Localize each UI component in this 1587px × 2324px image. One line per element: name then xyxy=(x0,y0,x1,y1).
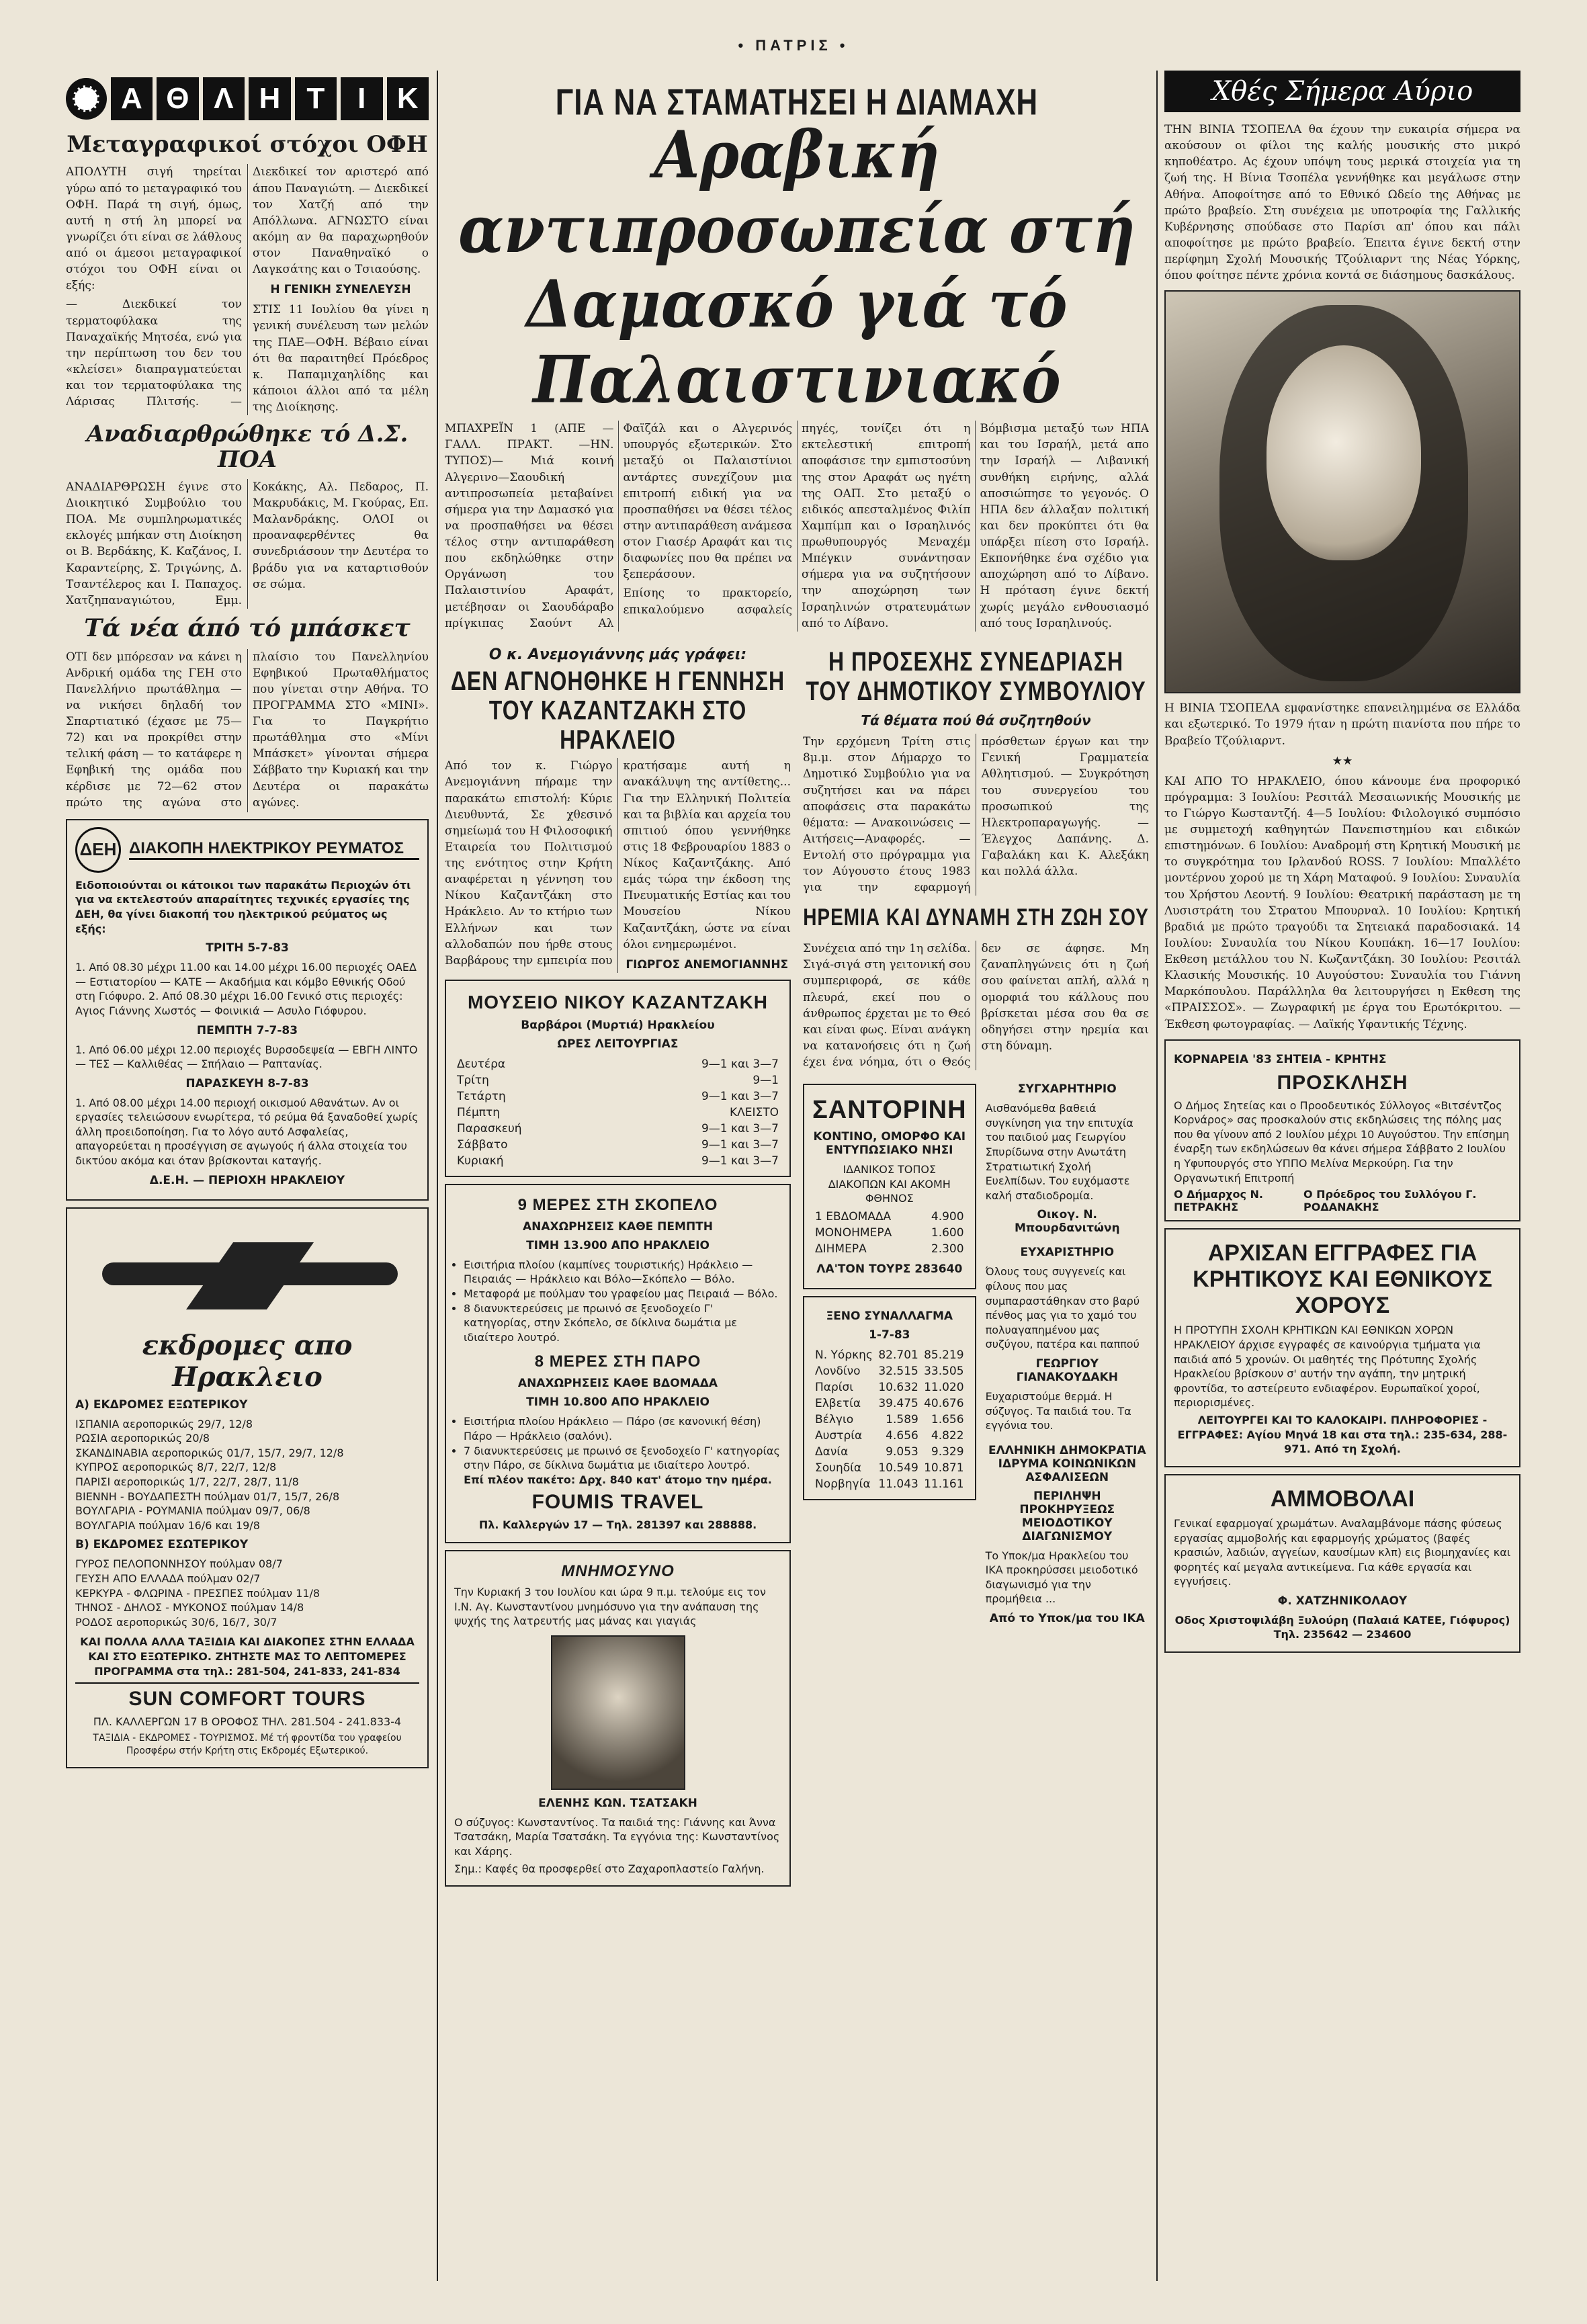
article-poa xyxy=(66,479,429,609)
headline-calm: ΗΡΕΜΙΑ ΚΑΙ ΔΥΝΑΜΗ ΣΤΗ ΖΩΗ ΣΟΥ xyxy=(803,904,1149,931)
fx-row xyxy=(812,1412,967,1428)
price-row-cell: ΜΟΝΟΗΜΕΡΑ xyxy=(815,1225,892,1240)
travel-item: • Εισιτήρια πλοίου Ηράκλειο — Πάρο (σε κανονική θέση) Πάρο — Ηράκλειο (σαλόνι). xyxy=(464,1414,781,1443)
tour-item: ΤΗΝΟΣ - ΔΗΛΟΣ - ΜΥΚΟΝΟΣ πούλμαν 14/8 xyxy=(75,1601,304,1615)
paragraph: ΟΤΙ δεν μπόρεσαν να κάνει η Ανδρική ομάδα της ΓΕΗ στο Πανελλήνιο πρωτάθλημα — να νικήσει δηλαδή τον Σπαρτιατικό (έχασε με 75—72) και να προκρίθει στην τελική φάση — το κατάφερε η Εφηβική της ομάδα που κέρδισε με 72—62 στον πρώτο της αγώνα στο πλαίσιο του Πανελληνίου Εφηβικού Πρωταθλήματος που γίνεται στην Αθήνα. ΤΟ ΠΡΟΓΡΑΜΜΑ ΣΤΟ «ΜΙΝΙ». Για το Παγκρήτιο πρωτάθλημα στο «Μίνι Μπάσκετ» γίνονται σήμερα Σάββατο την Κυριακή και την Δευτέρα οι παρακάτω αγώνες. xyxy=(66,650,429,810)
masthead: • ΠΑΤΡΙΣ • xyxy=(738,37,849,54)
signature: ΓΙΩΡΓΟΣ ΑΝΕΜΟΓΙΑΝΝΗΣ xyxy=(626,957,789,972)
price-row xyxy=(812,1209,967,1225)
article-calm xyxy=(803,941,1149,1070)
museum-hours-table xyxy=(454,1056,781,1169)
fx-date: 1-7-83 xyxy=(869,1328,910,1342)
header-letter: Τ xyxy=(295,77,337,120)
article-ofi xyxy=(66,164,429,415)
tour-item: ΡΩΣΙΑ αεροπορικώς 20/8 xyxy=(75,1432,210,1445)
fx-row-cell: 39.475 xyxy=(878,1396,918,1410)
memorial-foot: Σημ.: Καφές θα προσφερθεί στο Ζαχαροπλαστείο Γαλήνη. xyxy=(454,1862,765,1875)
paragraph: ΤΗΝ ΒΙΝΙΑ ΤΣΟΠΕΛΑ θα έχουν την ευκαιρία σήμερα να ακούσουν οι φίλοι της καλής μουσικής στο μικρό κηποθέατρο. Ας έχουν υπόψη τους μερικά στοιχεία για τη ζωή της. Η Βίνια Τσοπέλα γεννήθηκε και μεγάλωσε στην Αθήνα. Αποφοίτησε από το Εθνικό Ωδείο της Αθήνας με πρώτο βραβείο. Στη συνέχεια με υποτροφία της Γαλλικής Κυβέρνησης σπούδασε στο Παρίσι απ' όπου και πάλι αποφοίτησε με πρώτο βραβείο. Έπειτα έγινε δεκτή στην περίφημη Σχολή Μουσικής Τζούλιαρντ της Νέας Υόρκης, όπου φοίτησε πέντε χρόνια κοντά σε διάσημους δασκάλους. xyxy=(1164,123,1520,283)
tour-item: ΡΟΔΟΣ αεροπορικώς 30/6, 16/7, 30/7 xyxy=(75,1615,277,1629)
fx-row-cell: 40.676 xyxy=(924,1396,964,1410)
dei-text: 1. Από 08.30 μέχρι 11.00 και 14.00 μέχρι 16.00 περιοχές ΟΑΕΔ — Εστιατορίου — ΚΑΤΕ — Ακαδήμια και κόμβο Εθνικής Οδού στη Γιόφυρο. 2. Από 08.30 μέχρι 16.00 Γενικό στις περιοχές: Αγιος Γιάννης Χωστός — Φοινικιά — Ασυλο Γιόφυρου. xyxy=(75,961,417,1017)
dei-text: 1. Από 08.00 μέχρι 14.00 περιοχή οικισμού Αθανάτων. Αν οι εργασίες τελειώσουν ενωρίτερα, τό ρεύμα θά ξαναδοθεί χωρίς άλλη προειδοποίηση. Για το λόγο αυτό Ασφαλείας, απαγορεύεται η προσέγγιση σε αγωγούς ή άλλα στοιχεία του δικτύου ακόμα και όταν βρίσκονται καταγής. xyxy=(75,1096,419,1168)
fx-row-cell: Παρίσι xyxy=(815,1380,854,1394)
hours-row-cell: Πέμπτη xyxy=(457,1105,501,1119)
hours-row xyxy=(454,1088,781,1105)
fx-row-cell: 9.053 xyxy=(886,1445,918,1459)
santorini-title: ΣΑΝΤΟΡΙΝΗ xyxy=(812,1096,967,1125)
fx-row-cell: 1.589 xyxy=(886,1412,918,1426)
sports-section-header xyxy=(66,77,429,120)
museum-ad xyxy=(445,980,791,1177)
paragraph: ΚΑΙ ΑΠΟ ΤΟ ΗΡΑΚΛΕΙΟ, όπου κάνουμε ένα προφορικό πρόγραμμα: 3 Ιουλίου: Ρεσιτάλ Μεσαιωνικής Μουσικής με το Γιώργο Κωσταντζή. 4—5 Ιουλίου: Φιλολογικό συμπόσιο με συμμετοχή καθηγητών Πανεπιστημίου και ειδικών επιστημόνων. 6 Ιουλίου: Αναδρομή στη Κρητική Μουσική με το συγκρότημα του Ιρλανδού ROSS. 7 Ιουλίου: Μπαλλέτο μοντέρνου χορού με τη Χάρη Ματαφού. 9 Ιουλίου: Συναυλία του Χρήστου Λεοντή. 9 Ιουλίου: Θεατρική παράσταση με τη Λυσιστράτη του Στρατου Μπουρναλ. 10 Ιουλίου: Κρητική βραδιά με πρώτο τραγούδι τα Σητειακά παραδοσιακά. 14 Ιουλίου: Συναυλία του Νίκου Κουπάκη. 16—17 Ιουλίου: Εκθεση μετάλλου του Ν. Κωζαντζάκη. 30 Ιουλίου: Ρεσιτάλ Κλασικής Μουσικής. 10 Αυγούστου: Συναυλία του Γιάννη Μαρκόπουλου. Παράλληλα θα λειτουργήσει η Εκθεση της «ΠΡΑΙΣΣΟΣ». — Ζωγραφική με έργα του Ερωτόκριτου. — Έκθεση φωτογραφίας. — Λαϊκής Υφαντικής Τέχνης. xyxy=(1164,774,1520,1031)
fx-row-cell: 32.515 xyxy=(878,1364,918,1378)
paragraph: ΣΤΙΣ 11 Ιουλίου θα γίνει η γενική συνέλευση των μελών της ΠΑΕ—ΟΦΗ. Βέβαιο είναι ότι θα παραιτηθεί Πρόεδρος κ. Παπαμιχαηλίδης και κάποιοι άλλοι από τα μέλη της Διοίκησης. xyxy=(253,303,429,415)
paragraph: Από τον κ. Γιώργο Ανεμογιάννη πήραμε την παρακάτω επιστολή: Κύριε Διευθυντά, Σε χθεσινό σημείωμά του Η Φιλοσοφική Εταιρεία του Πολιτισμού της ενότητος στην Κρήτη αναφέρεται η γέννηση του Νίκου Καζαντζάκη στο Ηράκλειο. Αν το κτήριο των Ελλήνων και των αλλοδαπών που ήρθε στους Βαρβάρους την εμπειρία που κρατήσαμε αυτή η ανακάλυψη της αντίθετης... Για την Ελληνική Πολιτεία και τα βιβλία και αρχεία του σπιτιού όπου γεννήθηκε στις 18 Φεβρουαρίου 1883 ο Νίκος Καζαντζάκης. Από εμάς τώρα την έκδοση της Πνευματικής Εστίας και του Μουσείου Νίκου Καζαντζάκη, ώστε να είναι όλοι ενημερωμένοι. xyxy=(445,759,791,967)
fx-row xyxy=(812,1379,967,1395)
tours-list xyxy=(75,1557,419,1629)
fx-row-cell: Ν. Υόρκης xyxy=(815,1348,873,1362)
header-letter: Θ xyxy=(157,77,198,120)
paragraph: ΑΠΟΛΥΤΗ σιγή τηρείται γύρω από το μεταγραφικό του ΟΦΗ. Παρά τη σιγή, όμως, αυτή η στή λη μπορεί να γνωρίζει ότι είναι σε λάθλους από οι άμεσοι μεταγραφικοί στόχοι του ΟΦΗ είναι οι εξής: xyxy=(66,165,242,293)
tour-item: ΒΟΥΛΓΑΡΙΑ πούλμαν 16/6 και 19/8 xyxy=(75,1518,260,1532)
museum-title: ΜΟΥΣΕΙΟ ΝΙΚΟΥ ΚΑΖΑΝΤΖΑΚΗ xyxy=(467,991,769,1013)
dei-date: ΠΑΡΑΣΚΕΥΗ 8-7-83 xyxy=(185,1076,309,1090)
santorini-sub: ΚΟΝΤΙΝΟ, ΟΜΟΡΦΟ ΚΑΙ ΕΝΤΥΠΩΣΙΑΚΟ ΝΗΣΙ xyxy=(813,1130,966,1158)
tour-item: ΣΚΑΝΔΙΝΑΒΙΑ αεροπορικώς 01/7, 15/7, 29/7, 12/8 xyxy=(75,1446,344,1459)
dance-headline: ΑΡΧΙΣΑΝ ΕΓΓΡΑΦΕΣ ΓΙΑ ΚΡΗΤΙΚΟΥΣ ΚΑΙ ΕΘΝΙΚΟΥΣ ΧΟΡΟΥΣ xyxy=(1193,1240,1492,1319)
middle-right xyxy=(803,641,1149,1893)
notices xyxy=(803,1077,1149,1631)
dei-notice xyxy=(66,819,429,1201)
headline-poa: Αναδιαρθρώθηκε τό Δ.Σ. ΠΟΑ xyxy=(86,421,409,473)
hours-row-cell: 9—1 xyxy=(753,1073,779,1087)
price-row-cell: 1 ΕΒΔΟΜΑΔΑ xyxy=(815,1209,892,1223)
travel-list xyxy=(464,1414,781,1472)
memorial-text: Την Κυριακή 3 του Ιουλίου και ώρα 9 π.μ. τελούμε εις τον Ι.Ν. Αγ. Κωνσταντίνου μνημόσυνο για την ανάπαυση της ψυχής της λατρευτής μας μάνας και γιαγιάς xyxy=(454,1586,766,1628)
congrats-sign: Οικογ. Ν. Μπουρδανιτώνη xyxy=(1015,1208,1120,1236)
hours-row-cell: ΚΛΕΙΣΤΟ xyxy=(729,1105,779,1119)
memorial-name: ΕΛΕΝΗΣ ΚΩΝ. ΤΣΑΤΣΑΚΗ xyxy=(538,1796,697,1810)
tours-heading: Α) ΕΚΔΡΟΜΕΣ ΕΞΩΤΕΡΙΚΟΥ xyxy=(75,1397,248,1412)
museum-hours-title: ΩΡΕΣ ΛΕΙΤΟΥΡΓΙΑΣ xyxy=(557,1037,679,1051)
travel-extra: Επί πλέον πακέτο: Δρχ. 840 κατ' άτομο την ημέρα. xyxy=(464,1473,772,1486)
header-letter: Ι xyxy=(341,77,382,120)
fx-row xyxy=(812,1444,967,1460)
travel-heading: 8 ΜΕΡΕΣ ΣΤΗ ΠΑΡΟ xyxy=(534,1352,701,1371)
fx-row-cell: 11.043 xyxy=(878,1477,918,1491)
subhead: Τά θέματα πού θά συζητηθούν xyxy=(861,712,1091,729)
notices-left xyxy=(803,1077,976,1631)
fx-title: ΞΕΝΟ ΣΥΝΑΛΛΑΓΜΑ xyxy=(826,1309,953,1323)
paragraph: Την ερχόμενη Τρίτη στις 8μ.μ. στον Δήμαρχο το Δημοτικό Συμβούλιο για να συζητήσει και να πάρει αποφάσεις στα παρακάτω θέματα: — Ανακοινώσεις —Αιτήσεις—Αναφορές. — Εντολή στο πρόγραμμα για τον Αύγουστο έτους 1983 για την εφαρμογή πρόσθετων έργων και την Γενική Γραμματεία Αθλητισμού. — Συγκρότηση του συνεργείου του προσωπικού της Ηλεκτροπαραγωγής. — Έλεγχος Δαπάνης. Δ. Γαβαλάκη και Κ. Αλεξάκη και πολλά άλλα. xyxy=(803,735,1149,895)
tour-item: ΒΙΕΝΝΗ - ΒΟΥΔΑΠΕΣΤΗ πούλμαν 01/7, 15/7, 26/8 xyxy=(75,1490,340,1503)
fx-row xyxy=(812,1460,967,1476)
pianist-photo xyxy=(1164,290,1520,693)
dei-date: ΠΕΜΠΤΗ 7-7-83 xyxy=(196,1023,298,1037)
kornareia-text: Ο Δήμος Σητείας και ο Προοδευτικός Σύλλογος «Βιτσέντζος Κορνάρος» σας προσκαλούν στις εκδηλώσεις της πόλης μας που θα γίνουν από 2 Ιουλίου μέχρι 10 Αυγούστου. Την επίσημη έναρξη των εκδηλώσεων θα κάνει σήμερα Σάββατο 2 Ιουλίου η Υφυπουργός στο ΥΠΠΟ Μελίνα Μερκούρη. Για την Οργανωτική Επιτροπή xyxy=(1174,1099,1510,1185)
airplane-illustration xyxy=(75,1222,419,1323)
article-kazantzakis xyxy=(445,758,791,973)
dei-intro: Ειδοποιούνται οι κάτοικοι των παρακάτω Περιοχών ότι για να εκτελεστούν απαραίτητες τεχνικές εργασίες της ΔΕΗ, θα γίνει διακοπή του ηλεκτρικού ρεύματος ως εξής: xyxy=(75,878,411,935)
travel-item: • 8 διανυκτερεύσεις με πρωινό σε ξενοδοχείο Γ' κατηγορίας, στην Σκόπελο, σε δίκλινα δωμάτια με ιδιαίτερο λουτρό. xyxy=(464,1301,781,1345)
thanks-sign: Ευχαριστούμε θερμά. Η σύζυγος. Τα παιδιά του. Τα εγγόνια του. xyxy=(985,1389,1131,1432)
fx-row-cell: 4.656 xyxy=(886,1428,918,1443)
sandblasting-text: Γενικαί εφαρμογαί χρωμάτων. Αναλαμβάνομε πάσης φύσεως εργασίας αμμοβολής και εφαρμογής χρώματος (βαφές κρασιών, λαδιών, αγγείων, καυσίμων κλπ) εις βιομηχανίες και φορητές καί μεγαλα αντικείμενα. Για κάθε εργασία και εγγυήσεις. xyxy=(1174,1516,1511,1588)
headline-basket: Τά νέα άπό τό μπάσκετ xyxy=(84,613,411,642)
sandblasting-owner: Φ. ΧΑΤΖΗΝΙΚΟΛΑΟΥ xyxy=(1277,1594,1408,1608)
header-letter: Α xyxy=(111,77,153,120)
paragraph: Βόμβισμα μεταξύ των ΗΠΑ και του Ισραήλ, μετά απο την Ισραήλ — Λιβανική συνθήκη ειρήνης, αλλά αποσιώπησε το γεγονός. Ο ΗΠΑ δεν άλλαξαν πολιτική και δεν προκύπτει ότι θα υπάρξει πίεση στο Ισραήλ. Εκπονήθηκε ένα σχέδιο για αποχώρηση από το Λίβανο. Η πρόταση έγινε δεκτή χωρίς μεγάλο ενθουσιασμό από τους Ισραηλινούς. xyxy=(980,422,1149,630)
memorial-title: ΜΝΗΜΟΣΥΝΟ xyxy=(561,1562,675,1581)
hours-row xyxy=(454,1056,781,1072)
header-letter: Κ xyxy=(387,77,429,120)
fx-row-cell: 85.219 xyxy=(924,1348,964,1362)
congrats-title: ΣΥΓΧΑΡΗΤΗΡΙΟ xyxy=(1017,1082,1117,1096)
kicker: ΓΙΑ ΝΑ ΣΤΑΜΑΤΗΣΕΙ Η ΔΙΑΜΑΧΗ xyxy=(555,81,1039,123)
dei-signature: Δ.Ε.Η. — ΠΕΡΙΟΧΗ ΗΡΑΚΛΕΙΟΥ xyxy=(149,1173,345,1187)
fx-row xyxy=(812,1476,967,1492)
travel-ad xyxy=(445,1184,791,1543)
ika-title: ΕΛΛΗΝΙΚΗ ΔΗΜΟΚΡΑΤΙΑ ΙΔΡΥΜΑ ΚΟΙΝΩΝΙΚΩΝ ΑΣΦΑΛΙΣΕΩΝ xyxy=(988,1443,1146,1484)
hours-row-cell: 9—1 και 3—7 xyxy=(701,1154,779,1168)
fx-row-cell: 10.632 xyxy=(878,1380,918,1394)
tour-item: ΚΥΠΡΟΣ αεροπορικώς 8/7, 22/7, 12/8 xyxy=(75,1461,277,1474)
price-row-cell: 4.900 xyxy=(931,1209,964,1223)
headline-ofi: Μεταγραφικοί στόχοι ΟΦΗ xyxy=(67,131,428,158)
dance-text: Η ΠΡΟΤΥΠΗ ΣΧΟΛΗ ΚΡΗΤΙΚΩΝ ΚΑΙ ΕΘΝΙΚΩΝ ΧΟΡΩΝ ΗΡΑΚΛΕΙΟΥ άρχισε εγγραφές σε καινούργια τμήματα για παιδιά από 5 χρονών. Οι μαθητές της Πρότυπης Σχολής Ηρακλείου βρίσκουν σ' αυτήν την αγάπη, την μητρική φροντίδα, το αστείρευτο ενδιαφέρον. Ευρωπαϊκοί χοροί, περιορισμένες. xyxy=(1174,1324,1481,1410)
travel-heading: 9 ΜΕΡΕΣ ΣΤΗ ΣΚΟΠΕΛΟ xyxy=(517,1195,718,1214)
dance-school-ad xyxy=(1164,1228,1520,1467)
hours-row-cell: 9—1 και 3—7 xyxy=(701,1057,779,1071)
column-rule xyxy=(1156,71,1158,2281)
price-row xyxy=(812,1225,967,1241)
travel-sub: ΑΝΑΧΩΡΗΣΕΙΣ ΚΑΘΕ ΠΕΜΠΤΗ xyxy=(523,1219,713,1234)
kicker: Ο κ. Ανεμογιάννης μάς γράφει: xyxy=(488,646,747,663)
kornareia-title: ΠΡΟΣΚΛΗΣΗ xyxy=(1277,1071,1408,1094)
travel-price: ΤΙΜΗ 10.800 ΑΠΟ ΗΡΑΚΛΕΙΟ xyxy=(526,1395,710,1410)
travel-item: • Εισιτήρια πλοίου (καμπίνες τουριστικής) Ηράκλειο — Πειραιάς — Ηράκλειο και Βόλο—Σκόπελο — Βόλο. xyxy=(464,1258,781,1287)
tour-item: ΓΕΥΣΗ ΑΠΟ ΕΛΛΑΔΑ πούλμαν 02/7 xyxy=(75,1572,261,1586)
fx-row-cell: 82.701 xyxy=(878,1348,918,1362)
price-row-cell: 2.300 xyxy=(931,1242,964,1256)
fx-row xyxy=(812,1347,967,1363)
foumis-address: Πλ. Καλλεργών 17 — Τηλ. 281397 και 288888. xyxy=(478,1518,757,1532)
fx-row-cell: Αυστρία xyxy=(815,1428,863,1443)
foumis-logo: FOUMIS TRAVEL xyxy=(531,1491,704,1514)
tours-script-title: εκδρομες απο Ηρακλειο xyxy=(142,1329,353,1393)
santorini-agency: ΛΑ'ΤΟΝ ΤΟΥΡΣ 283640 xyxy=(816,1262,963,1276)
fx-row-cell: Νορβηγία xyxy=(815,1477,871,1491)
hours-row xyxy=(454,1121,781,1137)
tour-item: ΙΣΠΑΝΙΑ αεροπορικώς 29/7, 12/8 xyxy=(75,1417,253,1430)
hours-row-cell: 9—1 και 3—7 xyxy=(701,1089,779,1103)
hours-row-cell: Τετάρτη xyxy=(457,1089,506,1103)
thanks-name: ΓΕΩΡΓΙΟΥ ΓΙΑΝΑΚΟΥΔΑΚΗ xyxy=(1016,1357,1118,1384)
sandblasting-ad xyxy=(1164,1474,1520,1653)
hours-row-cell: Κυριακή xyxy=(457,1154,504,1168)
hours-row xyxy=(454,1153,781,1169)
dei-logo: ΔΕΗ xyxy=(75,827,121,873)
fx-row-cell: 10.549 xyxy=(878,1461,918,1475)
headline-kazantzakis: ΔΕΝ ΑΓΝΟΗΘΗΚΕ Η ΓΕΝΝΗΣΗ ΤΟΥ ΚΑΖΑΝΤΖΑΚΗ ΣΤΟ ΗΡΑΚΛΕΙΟ xyxy=(450,665,785,755)
news-column xyxy=(445,71,1149,2281)
tours-heading: Β) ΕΚΔΡΟΜΕΣ ΕΣΩΤΕΡΙΚΟΥ xyxy=(75,1538,249,1552)
column-rule xyxy=(437,71,438,2281)
hours-row-cell: Παρασκευή xyxy=(457,1121,522,1135)
tours-ad xyxy=(66,1207,429,1768)
mayor-signature: Ο Δήμαρχος Ν. ΠΕΤΡΑΚΗΣ xyxy=(1174,1188,1263,1214)
tour-item: ΠΑΡΙΣΙ αεροπορικώς 1/7, 22/7, 28/7, 11/8 xyxy=(75,1475,299,1489)
president-signature: Ο Πρόεδρος του Συλλόγου Γ. ΡΟΔΑΝΑΚΗΣ xyxy=(1303,1188,1477,1214)
portrait-photo xyxy=(551,1635,685,1790)
fx-row-cell: 4.822 xyxy=(931,1428,964,1443)
fx-row-cell: 9.329 xyxy=(931,1445,964,1459)
kornareia-ad xyxy=(1164,1039,1520,1222)
fx-row-cell: Βέλγιο xyxy=(815,1412,854,1426)
fx-row-cell: 11.020 xyxy=(924,1380,964,1394)
fx-row-cell: 1.656 xyxy=(931,1412,964,1426)
fx-row xyxy=(812,1363,967,1379)
hours-row xyxy=(454,1137,781,1153)
price-row-cell: ΔΙΗΜΕΡΑ xyxy=(815,1242,867,1256)
fx-row-cell: 11.161 xyxy=(924,1477,964,1491)
header-letter: Η xyxy=(249,77,290,120)
main-headline: Αραβική αντιπροσωπεία στή Δαμασκό γιά τό Παλαιστινιακό xyxy=(458,116,1135,418)
separator-stars: ★★ xyxy=(1332,754,1353,768)
tour-item: ΚΕΡΚΥΡΑ - ΦΛΩΡΙΝΑ - ΠΡΕΣΠΕΣ πούλμαν 11/8 xyxy=(75,1586,320,1600)
thanks-title: ΕΥΧΑΡΙΣΤΗΡΙΟ xyxy=(1020,1246,1115,1260)
hours-row-cell: 9—1 και 3—7 xyxy=(701,1137,779,1152)
dei-date: ΤΡΙΤΗ 5-7-83 xyxy=(206,941,289,955)
travel-item: • 7 διανυκτερεύσεις με πρωινό σε ξενοδοχείο Γ' κατηγορίας στην Πάρο, σε δίκλινα δωμάτια με ιδιαίτερο λουτρό. xyxy=(464,1444,781,1473)
article-council xyxy=(803,734,1149,896)
fx-row-cell: Δανία xyxy=(815,1445,849,1459)
section-banner: Χθές Σήμερα Αύριο xyxy=(1164,71,1520,112)
paragraph: — Διεκδικεί τον τερματοφύλακα της Παναχαϊκής Μητσέα, ενώ για την περίπτωση του δεν του «κλείσει» διαπραγματεύεται και τον τερματοφύλακα της Λάρισας Πλιτσής. — Διεκδικεί τον αριστερό από άπου Παναγιώτη. — Διεκδικεί τον Χατζή από την Απόλλωνα. ΑΓΝΩΣΤΟ είναι ακόμη αν θα παραχωρηθούν στον Παναθηναϊκό ο Λαγκσάτης και ο Τσιαούσης. xyxy=(66,165,429,409)
tour-item: ΒΟΥΛΓΑΡΙΑ - ΡΟΥΜΑΝΙΑ πούλμαν 09/7, 06/8 xyxy=(75,1504,310,1518)
santorini-prices xyxy=(812,1209,967,1257)
museum-place: Βαρβάροι (Μυρτιά) Ηρακλείου xyxy=(521,1018,715,1032)
tours-list xyxy=(75,1417,419,1533)
sun-address: ΠΛ. ΚΑΛΛΕΡΓΩΝ 17 Β ΟΡΟΦΟΣ ΤΗΛ. 281.504 - 241.833-4 xyxy=(93,1715,402,1729)
sun-footer: ΤΑΞΙΔΙΑ - ΕΚΔΡΟΜΕΣ - ΤΟΥΡΙΣΜΟΣ. Μέ τή φροντίδα του γραφείου Προσφέρω στήν Κρήτη στις Εκδρομές Εξωτερικού. xyxy=(93,1732,402,1756)
tour-item: ΓΥΡΟΣ ΠΕΛΟΠΟΝΝΗΣΟΥ πούλμαν 08/7 xyxy=(75,1557,283,1571)
hours-row-cell: Δευτέρα xyxy=(457,1057,506,1071)
article-basket xyxy=(66,649,429,812)
middle-grid xyxy=(445,641,1149,1893)
subhead: Η ΓΕΝΙΚΗ ΣΥΝΕΛΕΥΣΗ xyxy=(270,283,411,297)
sun-comfort-logo: SUN COMFORT TOURS xyxy=(75,1682,419,1711)
travel-list xyxy=(464,1258,781,1345)
memorial-notice xyxy=(445,1550,791,1887)
travel-sub: ΑΝΑΧΩΡΗΣΕΙΣ ΚΑΘΕ ΒΔΟΜΑΔΑ xyxy=(517,1377,718,1391)
dei-title: ΔΙΑΚΟΠΗ ΗΛΕΚΤΡΙΚΟΥ ΡΕΥΜΑΤΟΣ xyxy=(129,839,419,860)
ika-sign: Από το Υποκ/μα του ΙΚΑ xyxy=(989,1612,1145,1626)
dei-text: 1. Από 06.00 μέχρι 12.00 περιοχές Βυρσοδεψεία — ΕΒΓΗ ΛΙΝΤΟ — ΤΕΣ — Καλλιθέας — Σπήλαιο — Ραπτανίας. xyxy=(75,1043,418,1071)
paragraph: ΜΠΑΧΡΕΪΝ 1 (ΑΠΕ — ΓΑΛΛ. ΠΡΑΚΤ. —ΗΝ. ΤΥΠΟΣ)— Μιά κοινή Αλγερινο—Σαουδική αντιπροσωπεία μεταβαίνει σήμερα για την Δαμασκό για να προσπαθήσει να θέσει τέλος στην αντιπαράθεση που εκδηλώθηκε στην Οργάνωση του Παλαιστινίου Αραφάτ, μετέβησαν οι Σαουδάραβο πρίγκιπας Σαούντ Αλ Φαϊζάλ και ο Αλγερινός υπουργός εξωτερικών. Στο μεταξύ οι Παλαιστίνιοι αντάρτες συνεχίζουν μια επιτροπή ειδική για να προσπαθήσει να θέσει τέλος στην αντιπαράθεση ανάμεσα στον Γιασέρ Αραφάτ και τις διαφωνίες που θα πρέπει να ξεπεράσουν. xyxy=(445,422,792,630)
paragraph: ΑΝΑΔΙΑΡΘΡΩΣΗ έγινε στο Διοικητικό Συμβούλιο του ΠΟΑ. Με συμπληρωματικές εκλογές μπήκαν στη Διοίκηση οι Β. Βερδάκης, Κ. Καζάνος, Ι. Καραντείρης, Σ. Τριγώνης, Δ. Τσαντέλερος και Ι. Παπαχος. Χατζηπαναγιώτου, Εμμ. Κοκάκης, Αλ. Πεδαρος, Π. Μακρυδάκις, Μ. Γκούρας, Επ. Μαλανδράκης. ΟΛΟΙ οι προαναφερθέντες θα συνεδριάσουν την Δευτέρα το βράδυ για να καταρτισθούν σε σώμα. xyxy=(66,480,429,607)
paragraph: Επίσης το πρακτορείο, επικαλούμενο ασφαλείς πηγές, τονίζει ότι η εκτελεστική επιτροπή αποφάσισε την εμπιστοσύνη της στον Αραφάτ ως ηγέτη της ΟΑΠ. Στο μεταξύ ο ειδικός απεσταλμένος Φιλίπ Χαμπίμπ και ο Ισραηλινός πρωθυπουργός Μεναχέμ Μπέγκιν συνάντησαν σήμερα για να συζητήσουν την αποχώρηση των Ισραηλινών στρατευμάτων από το Λίβανο. xyxy=(623,422,971,630)
fx-row-cell: 33.505 xyxy=(924,1364,964,1378)
price-row xyxy=(812,1241,967,1257)
sandblasting-title: ΑΜΜΟΒΟΛΑΙ xyxy=(1270,1486,1415,1512)
hours-row-cell: Σάββατο xyxy=(457,1137,508,1152)
paragraph: Συνέχεια από την 1η σελίδα. Σιγά-σιγά στη γειτονική σου συμπεριφορά, σε κάθε πλευρά, εκεί που ο άνθρωπος έρχεται με το Θεό και είναι φως. Είναι ανάγκη να κατανοήσεις ότι η ζωή έχει ένα νόημα, ότι ο Θεός δεν σε άφησε. Μη ζαναπληγώνεις ότι η ζωή σου φαίνεται απλή, αλλά η ομορφιά του κάλλους που βρίσκεται μέσα σου θα σε οδηγήσει στην ηρεμία και στη δύναμη. xyxy=(803,942,1149,1070)
culture-column xyxy=(1164,71,1520,2281)
fx-row-cell: Λονδίνο xyxy=(815,1364,861,1378)
santorini-sub2: ΙΔΑΝΙΚΟΣ ΤΟΠΟΣ ΔΙΑΚΟΠΩΝ ΚΑΙ ΑΚΟΜΗ ΦΘΗΝΟΣ xyxy=(828,1163,951,1205)
memorial-family: Ο σύζυγος: Κωνσταντίνος. Τα παιδιά της: Γιάννης και Άννα Τσατσάκη, Μαρία Τσατσάκη. Τα εγγόνια της: Κωνσταντίνος και Χάρης. xyxy=(454,1815,780,1858)
travel-item: • Μεταφορά με πούλμαν του γραφείου μας Πειραιά — Βόλο. xyxy=(464,1287,781,1301)
fx-table xyxy=(812,1347,967,1492)
paragraph: Η ΒΙΝΙΑ ΤΣΟΠΕΛΑ εμφανίστηκε επανειλημμένα σε Ελλάδα και εξωτερικό. Το 1979 ήταν η πρώτη πιανίστα που πήρε το Βραβείο Τζούλιαρντ. xyxy=(1164,701,1520,748)
hours-row-cell: 9—1 και 3—7 xyxy=(701,1121,779,1135)
football-icon xyxy=(66,78,107,120)
hours-row xyxy=(454,1105,781,1121)
price-row-cell: 1.600 xyxy=(931,1225,964,1240)
dance-contact: ΛΕΙΤΟΥΡΓΕΙ ΚΑΙ ΤΟ ΚΑΛΟΚΑΙΡΙ. ΠΛΗΡΟΦΟΡΙΕΣ - ΕΓΓΡΑΦΕΣ: Αγίου Μηνά 18 και στα τηλ.: 235-634, 288-971. Από τη Σχολή. xyxy=(1177,1414,1508,1456)
fx-row-cell: Σουηδία xyxy=(815,1461,862,1475)
headline-council: Η ΠΡΟΣΕΧΗΣ ΣΥΝΕΔΡΙΑΣΗ ΤΟΥ ΔΗΜΟΤΙΚΟΥ ΣΥΜΒΟΥΛΙΟΥ xyxy=(806,646,1146,706)
sports-column xyxy=(66,71,429,2281)
kornareia-header: ΚΟΡΝΑΡΕΙΑ '83 ΣΗΤΕΙΑ - ΚΡΗΤΗΣ xyxy=(1174,1052,1387,1066)
thanks-text: Όλους τους συγγενείς και φίλους που μας συμπαραστάθηκαν στο βαρύ πένθος μας για το χαμό του πολυαγαπημένου μας συζύγου, πατέρα και παππού xyxy=(985,1265,1140,1351)
sandblasting-address: Οδος Χριστοψιλάβη Ξυλούρη (Παλαιά ΚΑΤΕΕ, Γιόφυρος) Τηλ. 235642 — 234600 xyxy=(1174,1613,1510,1641)
hours-row-cell: Τρίτη xyxy=(457,1073,489,1087)
fx-row-cell: 10.871 xyxy=(924,1461,964,1475)
fx-row-cell: Ελβετία xyxy=(815,1396,861,1410)
ika-text: Το Υποκ/μα Ηρακλείου του ΙΚΑ προκηρύσσει μειοδοτικό διαγωνισμό για την προμήθεια ... xyxy=(985,1549,1138,1606)
fx-row xyxy=(812,1395,967,1412)
travel-price: ΤΙΜΗ 13.900 ΑΠΟ ΗΡΑΚΛΕΙΟ xyxy=(526,1238,710,1252)
header-letter: Λ xyxy=(203,77,245,120)
notices-right xyxy=(986,1077,1149,1631)
santorini-ad xyxy=(803,1084,976,1289)
ika-sub: ΠΕΡΙΛΗΨΗ ΠΡΟΚΗΡΥΞΕΩΣ ΜΕΙΟΔΟΤΙΚΟΥ ΔΙΑΓΩΝΙΣΜΟΥ xyxy=(1019,1489,1115,1543)
tours-cta: ΚΑΙ ΠΟΛΛΑ ΑΛΛΑ ΤΑΞΙΔΙΑ ΚΑΙ ΔΙΑΚΟΠΕΣ ΣΤΗΝ ΕΛΛΑΔΑ ΚΑΙ ΣΤΟ ΕΞΩΤΕΡΙΚΟ. ΖΗΤΗΣΤΕ ΜΑΣ ΤΟ ΛΕΠΤΟΜΕΡΕΣ ΠΡΟΓΡΑΜΜΑ στα τηλ.: 281-504, 241-833, 241-834 xyxy=(80,1635,415,1678)
fx-row xyxy=(812,1428,967,1444)
middle-left xyxy=(445,641,791,1893)
main-article xyxy=(445,421,1149,632)
hours-row xyxy=(454,1072,781,1088)
congrats-text: Αισθανόμεθα βαθειά συγκίνηση για την επιτυχία του παιδιού μας Γεωργίου Σπυρίδωνα στην Ανωτάτη Στρατιωτική Σχολή Ευελπίδων. Του ευχόμαστε καλή σταδιοδρομία. xyxy=(985,1102,1133,1202)
fx-table-box xyxy=(803,1296,976,1500)
